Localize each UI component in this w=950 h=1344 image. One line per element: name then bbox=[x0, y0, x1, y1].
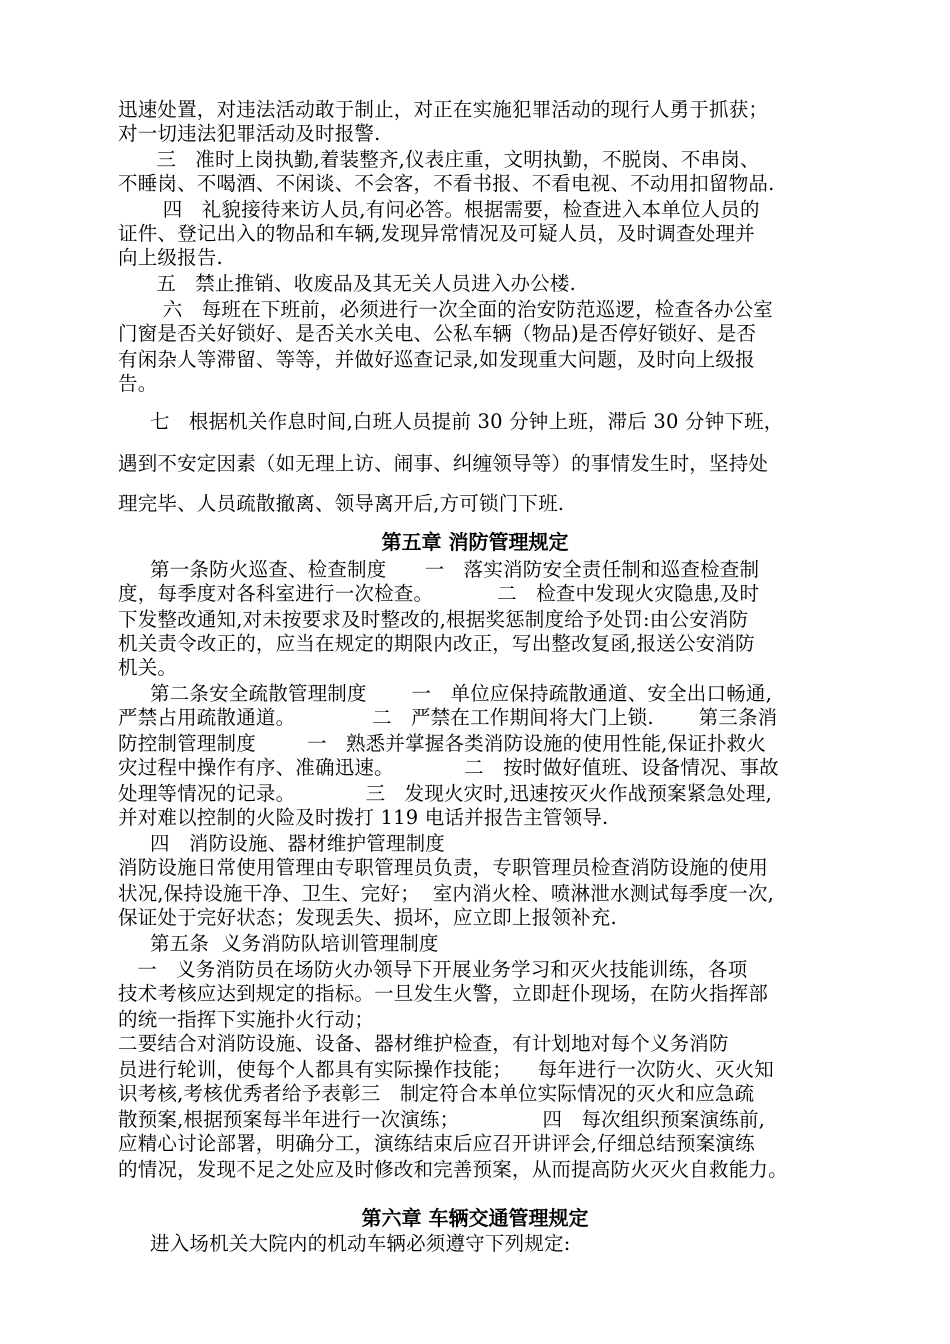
text-line: 不睡岗、不喝酒、不闲谈、不会客，不看书报、不看电视、不动用扣留物品. bbox=[118, 172, 775, 195]
text-line: 防控制管理制度 一 熟悉并掌握各类消防设施的使用性能,保证扑救火 bbox=[118, 732, 767, 755]
text-line: 证件、登记出入的物品和车辆,发现异常情况及可疑人员，及时调查处理并 bbox=[118, 222, 755, 245]
text-line: 员进行轮训，使每个人都具有实际操作技能； 每年进行一次防火、灭火知 bbox=[118, 1058, 774, 1081]
text-line: 对一切违法犯罪活动及时报警. bbox=[118, 122, 381, 145]
text-line: 严禁占用疏散通道。 二 严禁在工作期间将大门上锁. 第三条消 bbox=[118, 706, 778, 729]
text-line: 消防设施日常使用管理由专职管理员负责，专职管理员检查消防设施的使用 bbox=[118, 856, 769, 879]
text-line: 理完毕、人员疏散撤离、领导离开后,方可锁门下班. bbox=[118, 492, 565, 515]
text-line: 技术考核应达到规定的指标。一旦发生火警，立即赶仆现场，在防火指挥部 bbox=[118, 982, 769, 1005]
text-line: 门窗是否关好锁好、是否关水关电、公私车辆（物品)是否停好锁好、是否 bbox=[118, 322, 757, 345]
text-line: 下发整改通知,对未按要求及时整改的,根据奖惩制度给予处罚:由公安消防 bbox=[118, 608, 749, 631]
text-line: 机关责令改正的，应当在规定的期限内改正，写出整改复函,报送公安消防 bbox=[118, 632, 755, 655]
text-line: 度，每季度对各科室进行一次检查。 二 检查中发现火灾隐患,及时 bbox=[118, 582, 760, 605]
text-line: 一 义务消防员在场防火办领导下开展业务学习和灭火技能训练，各项 bbox=[118, 958, 748, 981]
text-line: 有闲杂人等滞留、等等，并做好巡查记录,如发现重大问题，及时向上级报 bbox=[118, 348, 755, 371]
text-line: 向上级报告. bbox=[118, 246, 223, 269]
text-line: 保证处于完好状态；发现丢失、损坏，应立即上报领补充. bbox=[118, 906, 617, 929]
text-line: 六 每班在下班前，必须进行一次全面的治安防范巡逻，检查各办公室 bbox=[118, 298, 773, 321]
text-line: 告。 bbox=[118, 372, 158, 395]
chapter-heading: 第六章 车辆交通管理规定 bbox=[361, 1206, 589, 1230]
text-line: 第二条安全疏散管理制度 一 单位应保持疏散通道、安全出口畅通, bbox=[118, 682, 772, 705]
text-line: 第五条 义务消防队培训管理制度 bbox=[118, 932, 439, 955]
text-line: 三 准时上岗执勤,着装整齐,仪表庄重，文明执勤，不脱岗、不串岗、 bbox=[118, 148, 760, 171]
text-line: 四 消防设施、器材维护管理制度 bbox=[118, 832, 445, 855]
text-line: 的统一指挥下实施扑火行动； bbox=[118, 1008, 375, 1031]
text-line: 的情况，发现不足之处应及时修改和完善预案，从而提高防火灭火自救能力。 bbox=[118, 1158, 788, 1181]
text-line: 处理等情况的记录。 三 发现火灾时,迅速按灭火作战预案紧急处理, bbox=[118, 782, 772, 805]
text-line: 进入场机关大院内的机动车辆必须遵守下列规定: bbox=[118, 1232, 571, 1255]
text-line: 应精心讨论部署，明确分工，演练结束后应召开讲评会,仔细总结预案演练 bbox=[118, 1132, 755, 1155]
text-line: 二要结合对消防设施、设备、器材维护检查，有计划地对每个义务消防 bbox=[118, 1032, 729, 1055]
chapter-heading: 第五章 消防管理规定 bbox=[381, 530, 569, 554]
text-line: 散预案,根据预案每半年进行一次演练； 四 每次组织预案演练前, bbox=[118, 1108, 766, 1131]
text-line: 灾过程中操作有序、准确迅速。 二 按时做好值班、设备情况、事故 bbox=[118, 756, 779, 779]
text-line: 五 禁止推销、收废品及其无关人员进入办公楼. bbox=[118, 272, 576, 295]
text-line: 并对难以控制的火险及时拨打 119 电话并报告主管领导. bbox=[118, 806, 609, 829]
text-line: 第一条防火巡查、检查制度 一 落实消防安全责任制和巡查检查制 bbox=[118, 558, 760, 581]
text-line: 遇到不安定因素（如无理上访、闹事、纠缠领导等）的事情发生时，坚持处 bbox=[118, 452, 769, 475]
text-line: 识考核,考核优秀者给予表彰三 制定符合本单位实际情况的灭火和应急疏 bbox=[118, 1082, 755, 1105]
text-line: 迅速处置，对违法活动敢于制止，对正在实施犯罪活动的现行人勇于抓获； bbox=[118, 98, 769, 121]
text-line: 四 礼貌接待来访人员,有问必答。根据需要，检查进入本单位人员的 bbox=[118, 198, 760, 221]
text-line: 七 根据机关作息时间,白班人员提前 30 分钟上班，滞后 30 分钟下班， bbox=[118, 410, 784, 433]
text-line: 状况,保持设施干净、卫生、完好； 室内消火栓、喷淋泄水测试每季度一次, bbox=[118, 882, 774, 905]
text-line: 机关。 bbox=[118, 656, 178, 679]
